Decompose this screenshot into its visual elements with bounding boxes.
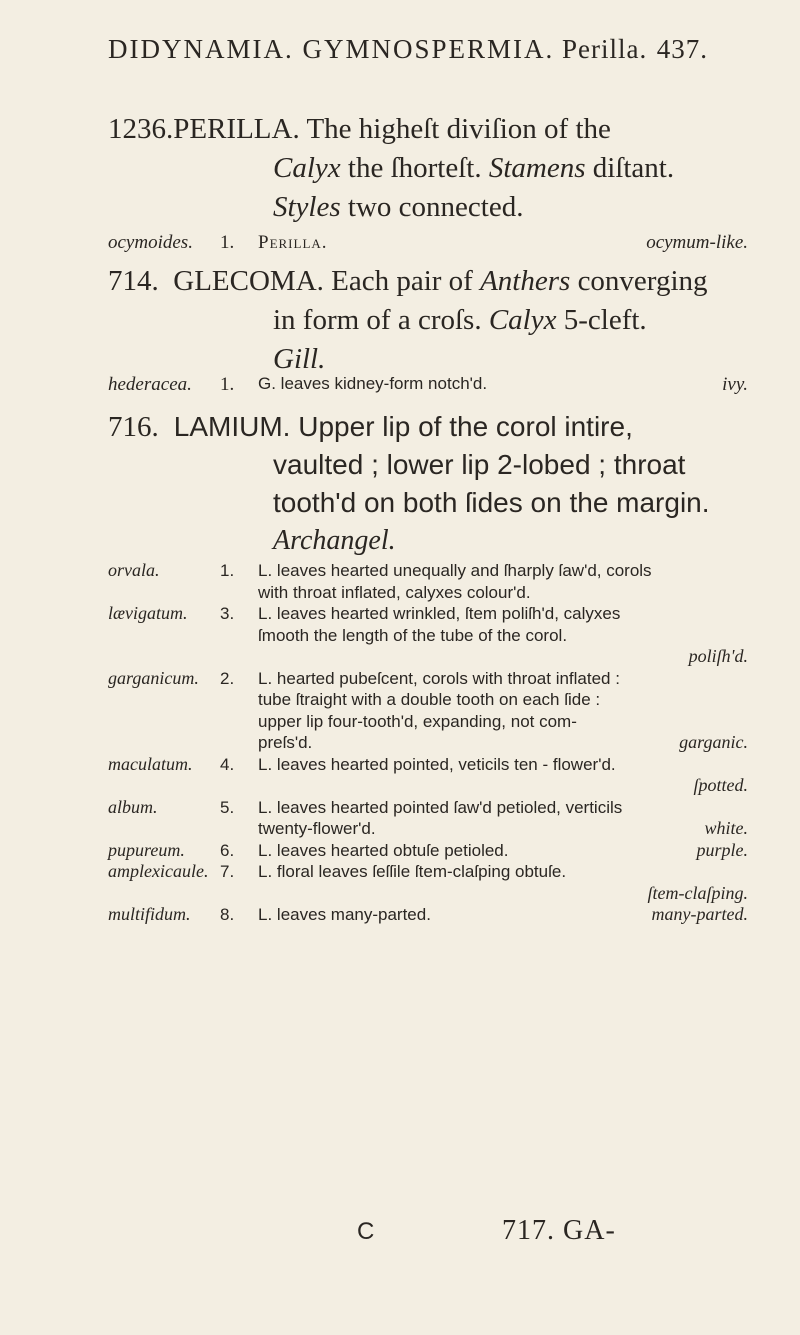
- styles-desc: two connected.: [347, 191, 524, 223]
- genus-abbrev: L.: [258, 905, 273, 924]
- common-name: Gill.: [273, 343, 326, 375]
- genus-number: 1236.: [108, 113, 174, 145]
- species-index: 4.: [220, 754, 235, 774]
- genus-name: PERILLA.: [173, 113, 300, 145]
- calyx-term: Calyx: [273, 152, 341, 184]
- species-desc: [258, 861, 748, 904]
- desc-line: tube ſtraight with a double tooth on each ſide :: [258, 690, 601, 709]
- species-desc: [258, 840, 748, 862]
- trivial-name: pupureum.: [108, 839, 185, 860]
- english-name: many-parted.: [651, 904, 748, 924]
- trivial-name: ocymoides.: [108, 232, 193, 253]
- genus-abbrev: L.: [258, 668, 273, 688]
- species-index: 6.: [220, 840, 235, 860]
- genus-description-line: [108, 301, 748, 340]
- english-name: ſtem-claſping.: [647, 882, 748, 903]
- trivial-name: album.: [108, 796, 158, 817]
- genus-abbrev: L.: [258, 561, 273, 580]
- trivial-name: multifidum.: [108, 904, 191, 924]
- desc-line: leaves hearted pointed, veticils ten - flower'd.: [276, 754, 616, 774]
- stamens-desc: diſtant.: [592, 152, 675, 184]
- english-name: white.: [704, 818, 748, 838]
- desc-line: leaves hearted obtuſe petioled.: [276, 840, 509, 860]
- genus-description-line: [108, 188, 748, 227]
- calyx-term: Calyx: [488, 304, 557, 336]
- genus-abbrev: L.: [258, 754, 273, 774]
- trivial-name: orvala.: [108, 560, 160, 580]
- genus-abbrev: L.: [258, 862, 273, 881]
- trivial-name: maculatum.: [108, 753, 193, 774]
- english-name: ſpotted.: [693, 775, 748, 795]
- genus-perilla: [108, 110, 748, 227]
- species-desc: [258, 560, 748, 603]
- species-row: [108, 840, 748, 862]
- trivial-name: amplexicaule.: [108, 861, 209, 881]
- stamens-term: Stamens: [488, 152, 586, 184]
- calyx-desc: the ſhorteſt.: [347, 152, 482, 184]
- species-desc: [258, 668, 748, 754]
- english-name: ocymum-like.: [646, 232, 748, 253]
- genus-description: Each pair of: [331, 265, 473, 297]
- genus-number: 716.: [108, 411, 159, 443]
- species-list: [108, 560, 748, 926]
- desc-line: hearted pubeſcent, corols with throat inflated :: [276, 668, 620, 688]
- desc-line: leaves many-parted.: [276, 905, 431, 924]
- species-row: [108, 668, 748, 754]
- catchword: 717. GA-: [502, 1215, 616, 1246]
- genus-abbrev: L.: [258, 604, 273, 623]
- desc-line: leaves hearted pointed ſaw'd petioled, verticils: [276, 797, 623, 817]
- genus-abbrev: L.: [258, 797, 273, 817]
- species-row: [108, 232, 748, 254]
- species-index: 2.: [220, 668, 235, 688]
- desc-line: with throat inflated, calyxes colour'd.: [258, 582, 531, 602]
- genus-abbrev: L.: [258, 840, 273, 860]
- english-name: ivy.: [722, 374, 748, 395]
- desc-line: leaves hearted wrinkled, ſtem poliſh'd, calyxes: [276, 604, 621, 623]
- genus-name: LAMIUM.: [173, 411, 291, 442]
- genus-name: GLECOMA.: [173, 265, 324, 297]
- english-name: poliſh'd.: [688, 646, 748, 666]
- genus-description-line: tooth'd on both ſides on the margin.: [273, 487, 710, 518]
- species-row: [108, 797, 748, 840]
- genus-description: The higheſt diviſion of the: [306, 113, 611, 145]
- genus-description-line: vaulted ; lower lip 2-lobed ; throat: [273, 449, 686, 480]
- genus-title: Perilla.: [562, 34, 648, 64]
- desc-line: floral leaves ſeſſile ſtem-claſping obtuſe.: [276, 862, 567, 881]
- species-row: [108, 560, 748, 603]
- anthers-term: Anthers: [480, 265, 571, 297]
- species-row: [108, 861, 748, 904]
- species-index: 1.: [220, 561, 235, 580]
- species-index: 7.: [220, 862, 235, 881]
- section-title: DIDYNAMIA. GYMNOSPERMIA.: [108, 34, 555, 64]
- species-index: 1.: [220, 374, 235, 395]
- styles-term: Styles: [273, 191, 341, 223]
- species-index: 3.: [220, 604, 235, 623]
- species-row: [108, 754, 748, 797]
- genus-description: in form of a croſs.: [273, 304, 482, 336]
- species-row: [108, 603, 748, 668]
- desc-line: ſmooth the length of the tube of the corol.: [258, 625, 568, 645]
- english-name: purple.: [696, 839, 748, 860]
- species-desc: [258, 754, 748, 797]
- genus-lamium: [108, 408, 748, 560]
- genus-glecoma: [108, 262, 748, 379]
- species-desc: [258, 603, 748, 668]
- english-name: garganic.: [679, 732, 748, 752]
- species-index: 5.: [220, 797, 235, 817]
- genus-description: Upper lip of the corol intire,: [298, 411, 633, 442]
- species-index: 8.: [220, 905, 235, 924]
- trivial-name: hederacea.: [108, 374, 192, 395]
- species-desc: [258, 797, 748, 840]
- desc-line: preſs'd.: [258, 733, 313, 752]
- signature-mark: C: [357, 1218, 375, 1245]
- genus-number: 714.: [108, 265, 159, 297]
- running-head: [108, 34, 708, 65]
- desc-line: leaves hearted unequally and ſharply ſaw'd, corols: [276, 561, 652, 580]
- common-name: Archangel.: [273, 525, 396, 556]
- desc-line: upper lip four-tooth'd, expanding, not com-: [258, 711, 577, 731]
- trivial-name: garganicum.: [108, 667, 199, 688]
- species-row: [108, 374, 748, 396]
- calyx-desc: 5-cleft.: [563, 304, 647, 336]
- species-desc: G. leaves kidney-form notch'd.: [258, 374, 488, 393]
- genus-description: converging: [577, 265, 708, 297]
- trivial-name: lævigatum.: [108, 603, 188, 623]
- genus-description-line: [108, 149, 748, 188]
- desc-line: twenty-flower'd.: [258, 819, 376, 838]
- species-row: [108, 904, 748, 926]
- species-index: 1.: [220, 232, 235, 253]
- page-number: 437.: [656, 34, 708, 64]
- species-desc: Perilla.: [258, 232, 328, 253]
- species-desc: [258, 904, 748, 926]
